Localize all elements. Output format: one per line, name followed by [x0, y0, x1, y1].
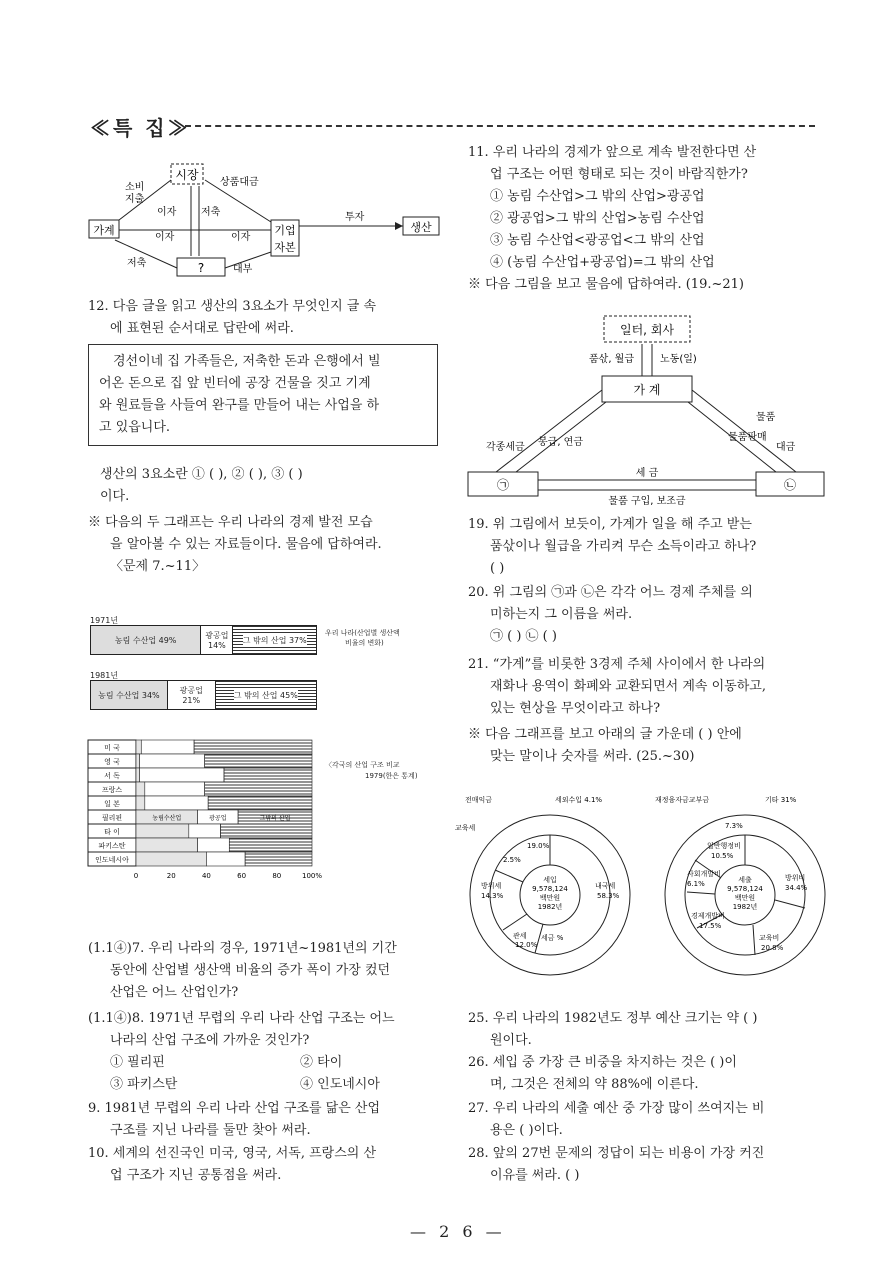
question-25: 25. 우리 나라의 1982년도 정부 예산 크기는 약 ( ) 원이다. — [468, 1011, 758, 1048]
svg-text:백만원: 백만원 — [734, 894, 756, 902]
household-box-label: 가 계 — [633, 383, 661, 397]
subject-a-label: ㉠ — [496, 478, 510, 492]
goods-price-label: 상품대금 — [220, 177, 259, 188]
country-label: 프랑스 — [101, 786, 123, 794]
section-header: ≪특 집≫ — [90, 116, 191, 140]
svg-text:1982년: 1982년 — [732, 903, 758, 911]
country-bar-segment — [145, 782, 205, 796]
svg-text:내국세: 내국세 — [595, 882, 616, 890]
country-bar-segment — [136, 824, 189, 838]
question-26: 26. 세입 중 가장 큰 비중을 차지하는 것은 ( )이 며, 그것은 전체의 약 88%에 이른다. — [468, 1055, 737, 1092]
bar-1981-other: 그 밖의 산업 45% — [215, 681, 316, 709]
country-bar-segment — [205, 754, 312, 768]
country-label: 영 국 — [104, 758, 120, 766]
question-19: 19. 위 그림에서 보듯이, 가계가 일을 해 주고 받는 품삯이나 월급을 가리켜 무슨 소득이라고 하나? ( ) — [468, 517, 757, 576]
country-bar-segment — [198, 838, 230, 852]
company-label: 기업 — [274, 224, 296, 237]
country-bar-segment — [136, 852, 206, 866]
svg-text:방위비: 방위비 — [785, 874, 806, 882]
country-label: 필리핀 — [101, 814, 123, 822]
save-label-1: 저축 — [201, 207, 221, 218]
interest-label-1: 이자 — [157, 207, 177, 218]
save-label-2: 저축 — [127, 258, 147, 269]
question-7: (1.1④)7. 우리 나라의 경우, 1971년~1981년의 기간 동안에 산업별 생산액 비율의 증가 폭이 가장 컸던 산업은 어느 산업인가? — [88, 941, 397, 1000]
svg-text:2.5%: 2.5% — [503, 856, 521, 864]
country-bar-segment — [136, 754, 140, 768]
svg-text:9,578,124: 9,578,124 — [532, 885, 568, 893]
bar-1971 — [90, 625, 317, 655]
series-label: 농림수산업 — [152, 815, 182, 822]
x-tick-label: 40 — [201, 872, 211, 880]
x-tick-label: 60 — [237, 872, 247, 880]
tax-label: 세 금 — [635, 468, 659, 479]
question-12-passage: 경선이네 집 가족들은, 저축한 돈과 은행에서 빌 어온 돈으로 집 앞 빈터에 공장 건물을 짓고 기계 와 원료들을 사들여 완구를 만들어 내는 사업을 하 고 있읍니다. — [88, 344, 438, 446]
pension-label: 봉급, 연금 — [538, 437, 583, 448]
market-label: 시장 — [175, 168, 199, 182]
country-bar-segment — [145, 796, 208, 810]
country-bar-segment — [136, 838, 198, 852]
spend-label: 지출 — [125, 194, 145, 205]
country-label: 인도네시아 — [95, 856, 129, 864]
country-bar-segment — [136, 782, 145, 796]
svg-text:58.3%: 58.3% — [597, 892, 620, 900]
bar-1971-other: 그 밖의 산업 37% — [232, 626, 316, 654]
country-label: 미 국 — [104, 744, 120, 752]
unknown-label: ? — [197, 261, 205, 275]
country-bar-segment — [194, 740, 312, 754]
svg-text:1982년: 1982년 — [537, 903, 563, 911]
bar-caption: 우리 나라(산업별 생산액 비율의 변화) — [325, 629, 400, 647]
country-bar-segment — [189, 824, 221, 838]
goods-label: 물품 — [756, 412, 776, 423]
expenditure-pie — [655, 795, 825, 975]
svg-text:교육세: 교육세 — [455, 824, 476, 832]
bar-1981-agri: 농림 수산업 34% — [91, 681, 167, 709]
interest-label-3: 이자 — [231, 232, 251, 243]
svg-text:기타 31%: 기타 31% — [765, 796, 797, 804]
taxes-label: 각종세금 — [486, 442, 525, 453]
svg-text:교육비: 교육비 — [759, 934, 780, 942]
year-1981-label: 1981년 — [90, 671, 119, 680]
svg-text:세외수입 4.1%: 세외수입 4.1% — [555, 796, 603, 804]
svg-text:백만원: 백만원 — [539, 894, 561, 902]
country-chart-caption: 〈각국의 산업 구조 비교 1979(한은 통계) — [325, 761, 418, 780]
year-1971-label: 1971년 — [90, 616, 119, 625]
country-bar-segment — [141, 740, 194, 754]
note-graphs: ※ 다음의 두 그래프는 우리 나라의 경제 발전 모습 을 알아볼 수 있는 자료들이다. 물음에 답하여라. 〈문제 7.~11〉 — [88, 515, 382, 574]
workplace-label: 일터, 회사 — [620, 323, 674, 337]
series-label: 그밖의 산업 — [259, 815, 291, 822]
svg-text:재정융자금교부금: 재정융자금교부금 — [655, 796, 710, 804]
svg-text:경제개발비: 경제개발비 — [691, 912, 725, 920]
budget-pie-charts — [455, 790, 825, 985]
svg-text:9,578,124: 9,578,124 — [727, 885, 763, 893]
country-label: 서 독 — [104, 772, 120, 780]
country-bar-segment — [245, 852, 312, 866]
country-label: 타 이 — [104, 828, 120, 836]
question-27: 27. 우리 나라의 세출 예산 중 가장 많이 쓰여지는 비 용은 ( )이다. — [468, 1101, 765, 1138]
bar-1981-mine: 광공업 21% — [167, 681, 215, 709]
page-number: — 2 6 — — [410, 1222, 506, 1241]
economic-subjects-diagram — [466, 310, 826, 510]
svg-text:방위세: 방위세 — [481, 882, 502, 890]
question-8: (1.1④)8. 1971년 무렵의 우리 나라 산업 구조는 어느 나라의 산업 구조에 가까운 것인가? ① 필리핀 ② 타이 ③ 파키스탄 ④ 인도네시아 — [88, 1011, 395, 1092]
note-pie-charts: ※ 다음 그래프를 보고 아래의 글 가운데 ( ) 안에 맞는 말이나 숫자를 써라. (25.~30) — [468, 727, 742, 764]
question-11: 11. 우리 나라의 경제가 앞으로 계속 발전한다면 산 업 구조는 어떤 형태로 되는 것이 바람직한가? ① 농림 수산업>그 밖의 산업>광공업 ② 광공업>그 밖의 산업>농림 수산업 ③ 농림 수산업<광공업<그 밖의 산업 ④ (농림 수산업+광공업)=그 밖의 산업 ※ 다음 그림을 보고 물음에 답하여라. (19.~21) — [468, 145, 757, 292]
question-9: 9. 1981년 무렵의 우리 나라 산업 구조를 닮은 산업 구조를 지닌 나라를 둘만 찾아 써라. — [88, 1101, 381, 1138]
question-10: 10. 세계의 선진국인 미국, 영국, 서독, 프랑스의 산 업 구조가 지닌 공통점을 써라. — [88, 1146, 377, 1183]
question-12: 12. 다음 글을 읽고 생산의 3요소가 무엇인지 글 속 에 표현된 순서대로 답란에 써라. — [88, 299, 377, 336]
household-label: 가계 — [93, 224, 115, 237]
country-bar-segment — [136, 740, 141, 754]
svg-text:6.1%: 6.1% — [687, 880, 705, 888]
svg-text:34.4%: 34.4% — [785, 884, 808, 892]
question-28: 28. 앞의 27번 문제의 정답이 되는 비용이 가장 커진 이유를 써라. ( ) — [468, 1146, 765, 1183]
svg-text:19.0%: 19.0% — [527, 842, 550, 850]
svg-text:12.0%: 12.0% — [515, 941, 538, 949]
country-label: 일 본 — [104, 800, 120, 808]
payment-label: 대금 — [776, 442, 796, 453]
x-tick-label: 100% — [301, 872, 323, 880]
revenue-pie — [455, 795, 630, 975]
purchase-label: 물품 구입, 보조금 — [608, 496, 686, 507]
country-bar-segment — [208, 796, 312, 810]
svg-text:일반행정비: 일반행정비 — [707, 842, 741, 850]
sales-label: 물품판매 — [728, 432, 767, 443]
header-rule — [185, 125, 815, 127]
country-bar-segment — [136, 768, 140, 782]
x-tick-label: 20 — [166, 872, 176, 880]
question-20: 20. 위 그림의 ㉠과 ㉡은 각각 어느 경제 주체를 의 미하는지 그 이름을 써라. ㉠ ( ) ㉡ ( ) — [468, 585, 753, 644]
labor-label: 노동(일) — [660, 354, 697, 365]
bar-1981 — [90, 680, 317, 710]
country-bar-segment — [136, 796, 145, 810]
wage-label: 품삯, 월급 — [589, 354, 634, 365]
country-bar-segment — [140, 768, 224, 782]
question-12-answer: 생산의 3요소란 ① ( ), ② ( ), ③ ( ) 이다. — [100, 467, 303, 504]
x-tick-label: 80 — [272, 872, 282, 880]
invest-label: 투자 — [345, 212, 365, 223]
svg-text:세금 %: 세금 % — [541, 934, 564, 942]
production-label: 생산 — [410, 221, 432, 234]
svg-text:관세: 관세 — [513, 932, 527, 940]
bar-1971-mine: 광공업 14% — [200, 626, 232, 654]
svg-text:17.5%: 17.5% — [699, 922, 722, 930]
country-bar-segment — [229, 838, 312, 852]
interest-label-2: 이자 — [155, 232, 175, 243]
country-industry-chart — [88, 736, 323, 896]
economic-flow-diagram — [85, 160, 445, 285]
country-bar-segment — [140, 754, 205, 768]
svg-text:사회개발비: 사회개발비 — [687, 870, 721, 878]
svg-text:10.5%: 10.5% — [711, 852, 734, 860]
series-label: 광공업 — [209, 815, 227, 822]
question-21: 21. “가계”를 비롯한 3경제 주체 사이에서 한 나라의 재화나 용역이 화폐와 교환되면서 계속 이동하고, 있는 현상을 무엇이라고 하나? — [468, 657, 766, 716]
subject-b-label: ㉡ — [783, 478, 797, 492]
svg-text:전매익금: 전매익금 — [465, 796, 493, 804]
country-bar-segment — [205, 782, 312, 796]
svg-text:7.3%: 7.3% — [725, 822, 743, 830]
country-bar-segment — [220, 824, 312, 838]
country-bar-segment — [206, 852, 245, 866]
svg-text:세입: 세입 — [543, 876, 557, 884]
x-tick-label: 0 — [133, 872, 139, 880]
svg-text:세출: 세출 — [738, 876, 752, 884]
loan-label: 대부 — [233, 264, 253, 275]
country-bar-segment — [224, 768, 312, 782]
svg-text:14.3%: 14.3% — [481, 892, 504, 900]
country-label: 파키스탄 — [98, 842, 126, 850]
capital-label: 자본 — [274, 241, 296, 254]
svg-text:20.8%: 20.8% — [761, 944, 784, 952]
consume-label: 소비 — [125, 182, 145, 193]
bar-1971-agri: 농림 수산업 49% — [91, 626, 200, 654]
